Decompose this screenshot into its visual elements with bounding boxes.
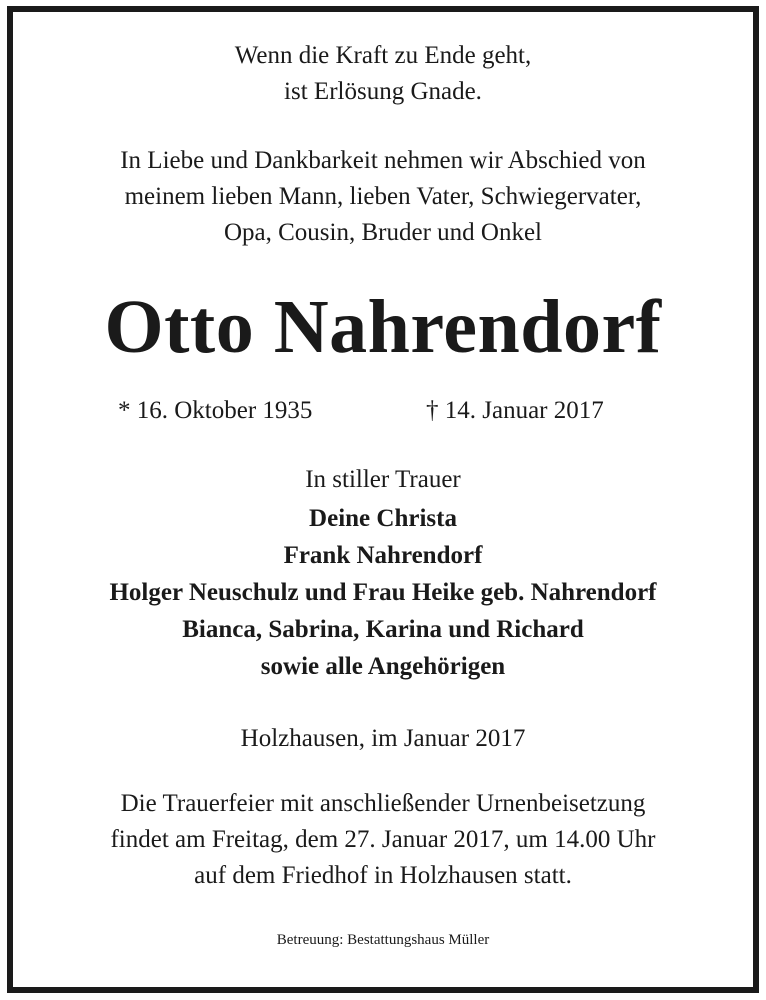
birth-date: * 16. Oktober 1935: [118, 397, 313, 424]
funeral-home-credit: Betreuung: Bestattungshaus Müller: [276, 932, 490, 948]
mourning-heading: In stiller Trauer: [305, 466, 461, 493]
motto-line-2: ist Erlösung Gnade.: [284, 78, 482, 105]
ceremony-line-1: Die Trauerfeier mit anschließender Urnenbeisetzung: [120, 790, 646, 817]
deceased-name: Otto Nahrendorf: [104, 285, 662, 369]
mourner-name: Bianca, Sabrina, Karina und Richard: [182, 616, 584, 643]
ceremony-info: [0, 786, 766, 894]
mourners-list: [0, 500, 766, 685]
mourner-name: Frank Nahrendorf: [283, 542, 483, 569]
ceremony-line-2: findet am Freitag, dem 27. Januar 2017, um 14.00 Uhr: [110, 826, 656, 853]
mourner-name: Holger Neuschulz und Frau Heike geb. Nahrendorf: [109, 579, 657, 606]
motto-line-1: Wenn die Kraft zu Ende geht,: [234, 42, 532, 69]
mourner-name: Deine Christa: [309, 505, 457, 532]
ceremony-line-3: auf dem Friedhof in Holzhausen statt.: [194, 862, 572, 889]
intro-line-1: In Liebe und Dankbarkeit nehmen wir Abschied von: [120, 147, 646, 174]
intro-line-3: Opa, Cousin, Bruder und Onkel: [223, 219, 543, 246]
life-dates: [0, 393, 766, 429]
intro-text: [0, 143, 766, 251]
place-and-date: Holzhausen, im Januar 2017: [240, 725, 526, 752]
intro-line-2: meinem lieben Mann, lieben Vater, Schwiegervater,: [124, 183, 642, 210]
mourner-name: sowie alle Angehörigen: [260, 653, 506, 680]
death-date: † 14. Januar 2017: [426, 397, 604, 424]
motto: [0, 38, 766, 110]
